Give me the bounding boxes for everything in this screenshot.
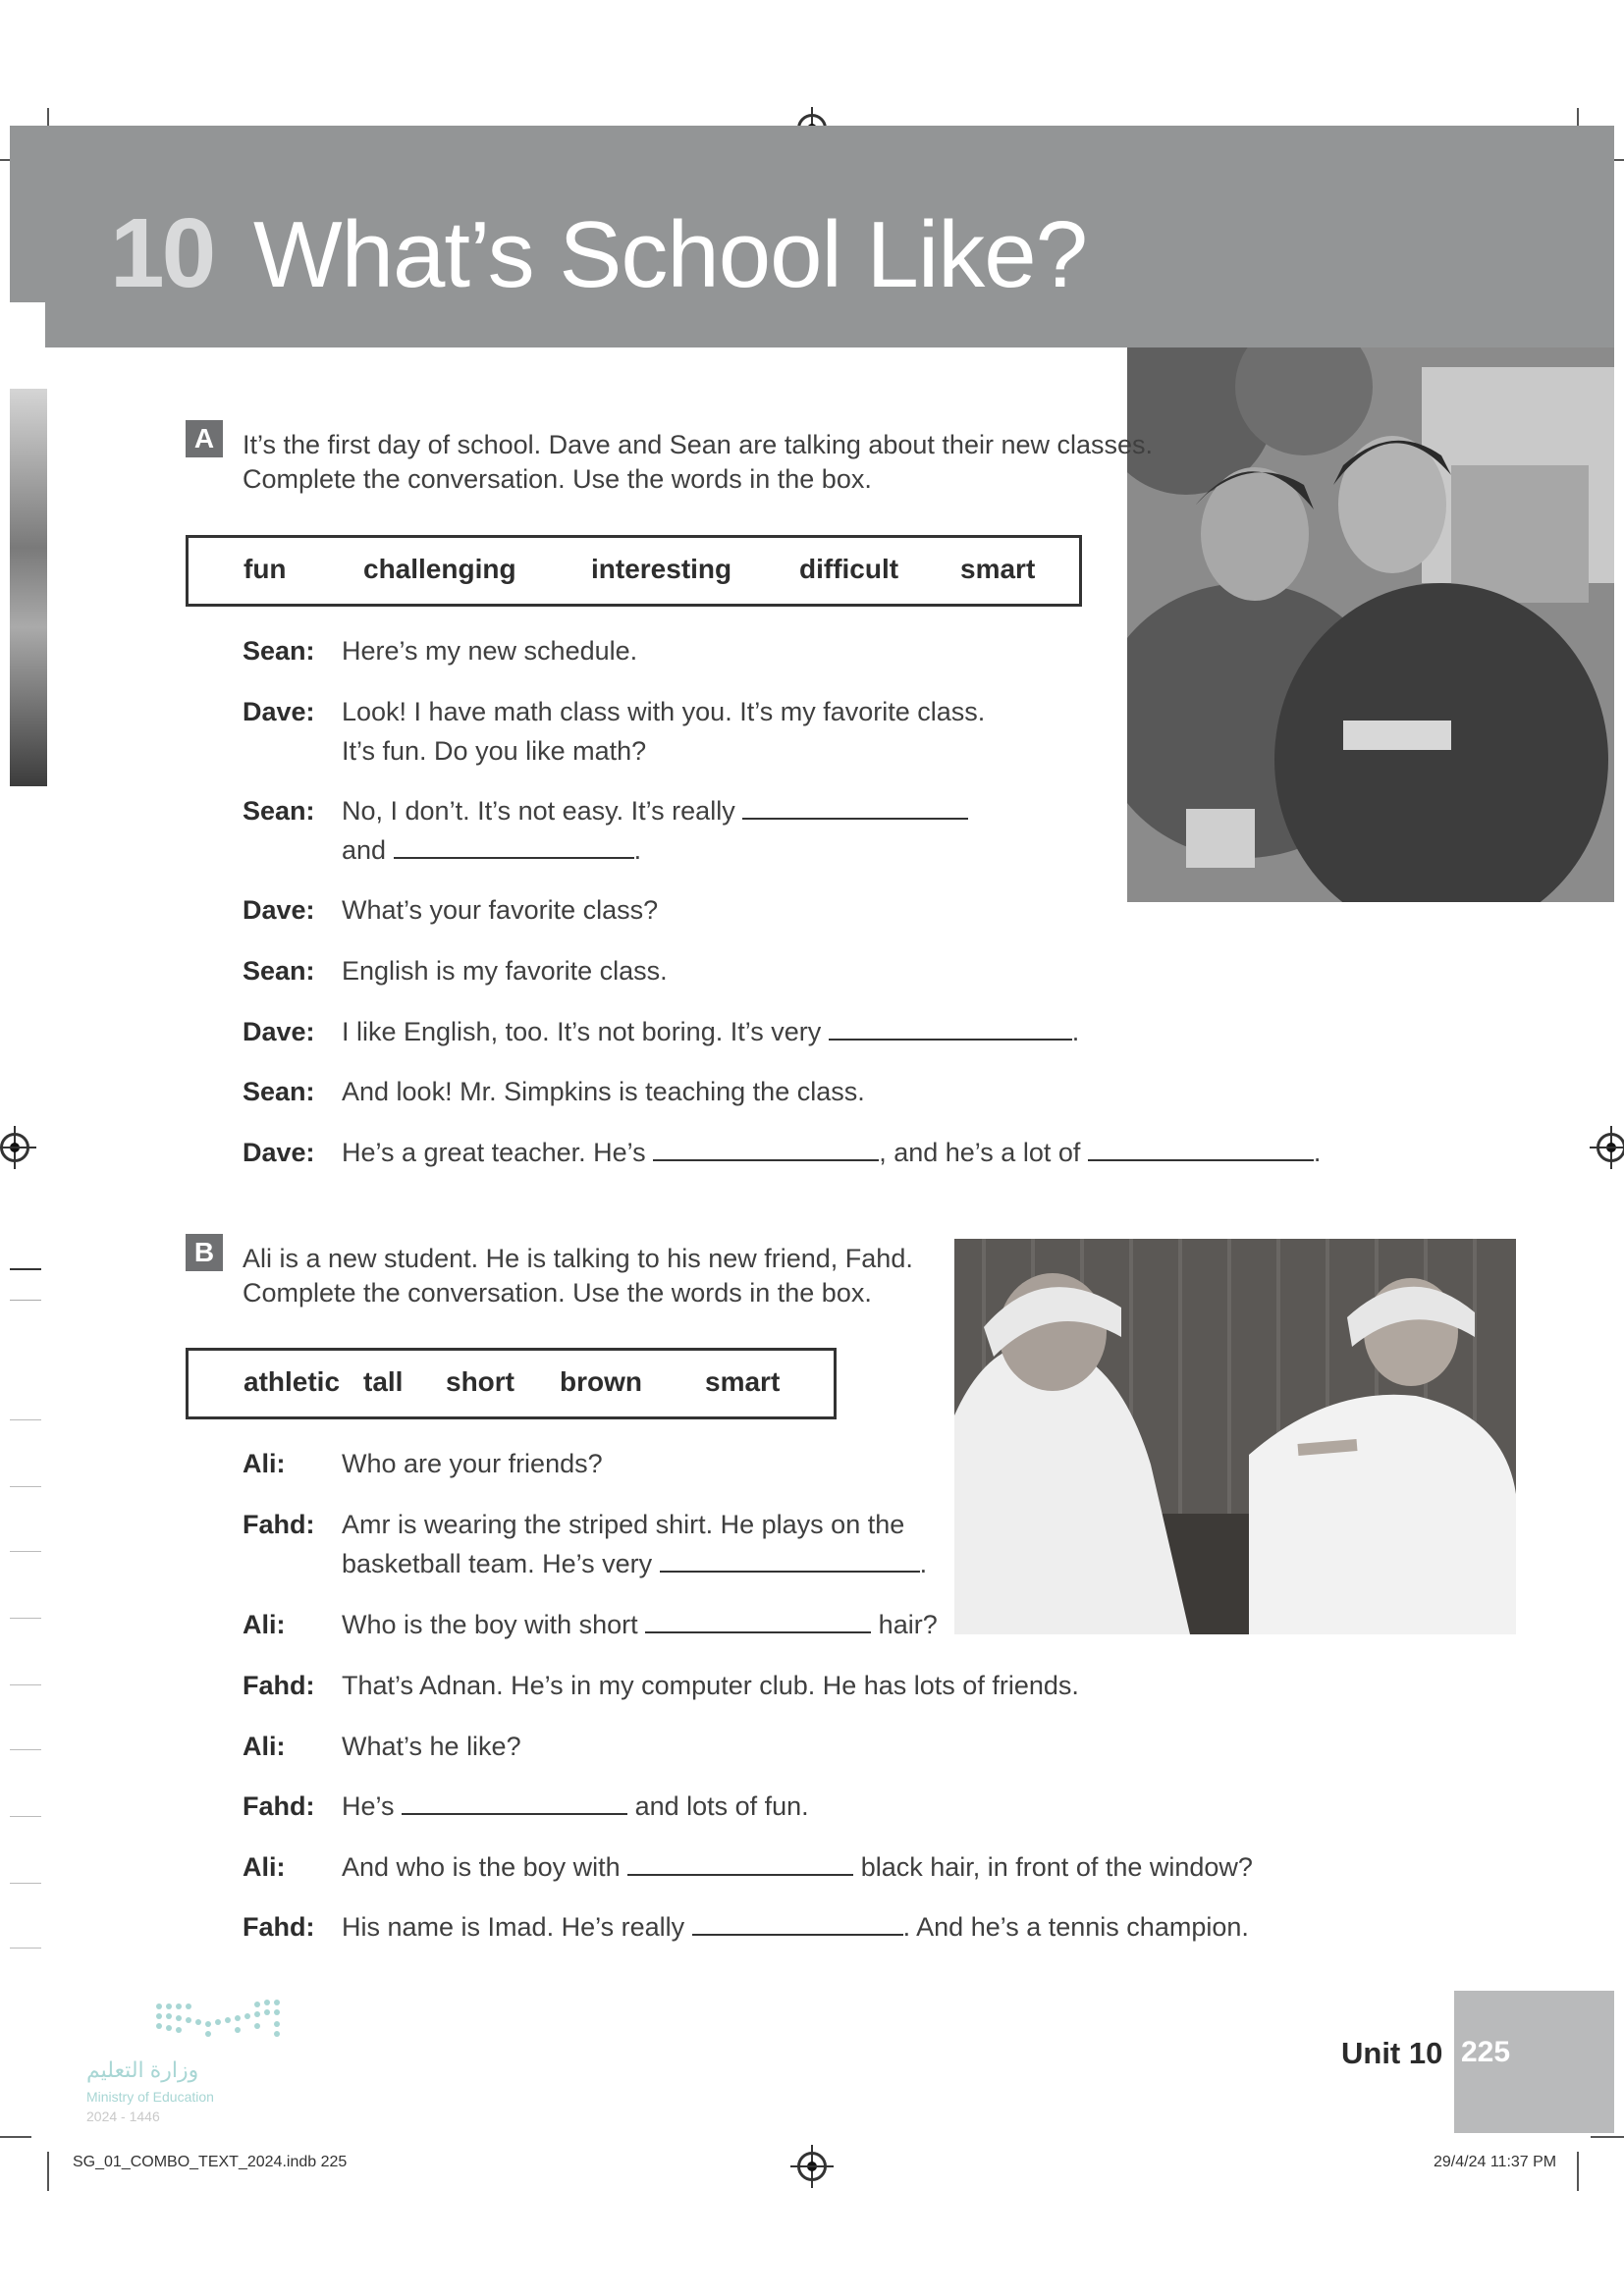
speaker-label: Dave: (243, 895, 315, 925)
page-number: 225 (1461, 2036, 1511, 2068)
word-box-item: fun (244, 554, 287, 584)
speaker-label: Sean: (243, 796, 315, 826)
margin-tick (10, 1268, 41, 1270)
speaker-label: Fahd: (243, 1510, 315, 1539)
word-box-item: challenging (363, 554, 516, 584)
unit-number: 10 (110, 198, 214, 308)
dialogue-line (342, 830, 641, 870)
speaker-label: Fahd: (243, 1912, 315, 1942)
dialogue-text: hair? (878, 1610, 938, 1639)
speaker-label: Dave: (243, 1017, 315, 1046)
crop-mark (1577, 2152, 1579, 2191)
dialogue-line: And look! Mr. Simpkins is teaching the class. (342, 1077, 865, 1106)
margin-tick (10, 1684, 41, 1685)
margin-tick (10, 1816, 41, 1817)
word-box-item: smart (960, 554, 1036, 584)
dialogue-text: Who is the boy with short (342, 1610, 638, 1639)
dialogue-line: Here’s my new schedule. (342, 636, 638, 666)
speaker-label: Ali: (243, 1732, 286, 1761)
speaker-label: Fahd: (243, 1791, 315, 1821)
dialogue-line (342, 1787, 809, 1826)
answer-blank[interactable] (627, 1848, 853, 1876)
dialogue-line: That’s Adnan. He’s in my computer club. He has lots of friends. (342, 1671, 1079, 1700)
dialogue-text: . (1071, 1017, 1080, 1046)
word-box-item: short (446, 1366, 514, 1397)
answer-blank[interactable] (742, 792, 968, 820)
dialogue-line (342, 1847, 1253, 1887)
dialogue-text: He’s a great teacher. He’s (342, 1138, 646, 1167)
crop-mark (47, 2152, 49, 2191)
dialogue-line: Amr is wearing the striped shirt. He plays on the (342, 1510, 905, 1539)
section-a-word-box (186, 535, 1082, 607)
dialogue-line (342, 1907, 1249, 1947)
speaker-label: Ali: (243, 1852, 286, 1882)
answer-blank[interactable] (829, 1013, 1072, 1041)
margin-tick (10, 1419, 41, 1420)
word-box-item: interesting (591, 554, 732, 584)
word-box-item: tall (363, 1366, 404, 1397)
section-a-instruction-2: Complete the conversation. Use the words in the box. (243, 464, 872, 494)
crop-mark (0, 2136, 31, 2138)
word-box-item: athletic (244, 1366, 341, 1397)
dialogue-line: It’s fun. Do you like math? (342, 736, 647, 766)
section-b-label: B (186, 1234, 223, 1271)
dialogue-line (342, 1133, 1321, 1172)
print-file-info: SG_01_COMBO_TEXT_2024.indb 225 (73, 2154, 348, 2170)
speaker-label: Sean: (243, 636, 315, 666)
dialogue-text: basketball team. He’s very (342, 1549, 653, 1578)
dialogue-line (342, 1012, 1079, 1051)
answer-blank[interactable] (692, 1908, 903, 1936)
speaker-label: Ali: (243, 1449, 286, 1478)
dialogue-line: What’s he like? (342, 1732, 521, 1761)
registration-mark-icon (1597, 1133, 1624, 1162)
answer-blank[interactable] (645, 1606, 871, 1633)
dialogue-line: Look! I have math class with you. It’s my favorite class. (342, 697, 986, 726)
dialogue-line: Who are your friends? (342, 1449, 603, 1478)
answer-blank[interactable] (660, 1545, 920, 1573)
friends-talking-photo (954, 1239, 1516, 1634)
speaker-label: Ali: (243, 1610, 286, 1639)
answer-blank[interactable] (394, 831, 634, 859)
crop-mark (1591, 2136, 1624, 2138)
word-box-item: difficult (799, 554, 899, 584)
dialogue-text: . (919, 1549, 928, 1578)
margin-tick (10, 1618, 41, 1619)
dialogue-text: He’s (342, 1791, 395, 1821)
section-b-instruction-2: Complete the conversation. Use the words in the box. (243, 1278, 872, 1308)
speaker-label: Dave: (243, 697, 315, 726)
dialogue-text: His name is Imad. He’s really (342, 1912, 685, 1942)
page-title: What’s School Like? (253, 202, 1088, 307)
section-b-instruction-1: Ali is a new student. He is talking to his new friend, Fahd. (243, 1244, 913, 1273)
speaker-label: Sean: (243, 1077, 315, 1106)
margin-tick (10, 1551, 41, 1552)
banner-notch (10, 302, 45, 347)
print-date-info: 29/4/24 11:37 PM (1434, 2154, 1557, 2170)
section-a-instruction-1: It’s the first day of school. Dave and Sean are talking about their new classes. (243, 430, 1154, 459)
dialogue-line (342, 1605, 938, 1644)
section-b-word-box (186, 1348, 837, 1419)
word-box-item: brown (560, 1366, 642, 1397)
answer-blank[interactable] (653, 1134, 879, 1161)
dialogue-text: . (633, 835, 642, 865)
dialogue-line: English is my favorite class. (342, 956, 668, 986)
dialogue-text: . (1313, 1138, 1322, 1167)
margin-tick (10, 1948, 41, 1949)
dialogue-text: I like English, too. It’s not boring. It’s very (342, 1017, 822, 1046)
speaker-label: Fahd: (243, 1671, 315, 1700)
dialogue-text: black hair, in front of the window? (860, 1852, 1253, 1882)
speaker-label: Sean: (243, 956, 315, 986)
dialogue-text: . And he’s a tennis champion. (902, 1912, 1249, 1942)
margin-tick (10, 1486, 41, 1487)
dialogue-text: And who is the boy with (342, 1852, 621, 1882)
ministry-logo-arabic: وزارة التعليم (86, 2057, 199, 2082)
dialogue-line: What’s your favorite class? (342, 895, 659, 925)
margin-tick (10, 1883, 41, 1884)
ministry-logo-year: 2024 - 1446 (86, 2109, 160, 2124)
dialogue-line (342, 1544, 927, 1583)
answer-blank[interactable] (402, 1788, 627, 1815)
dialogue-text: and (342, 835, 387, 865)
registration-mark-icon (797, 2152, 827, 2181)
word-box-item: smart (705, 1366, 781, 1397)
section-a-label: A (186, 420, 223, 457)
margin-tick (10, 1749, 41, 1750)
margin-tick (10, 1300, 41, 1301)
ministry-logo-english: Ministry of Education (86, 2089, 214, 2105)
unit-label: Unit 10 (1341, 2036, 1443, 2070)
registration-mark-icon (0, 1133, 29, 1162)
dialogue-text: and lots of fun. (634, 1791, 809, 1821)
dialogue-text: No, I don’t. It’s not easy. It’s really (342, 796, 735, 826)
students-photo (1127, 347, 1614, 902)
dialogue-text: , and he’s a lot of (879, 1138, 1081, 1167)
speaker-label: Dave: (243, 1138, 315, 1167)
left-edge-photo (10, 389, 47, 786)
dialogue-line (342, 791, 968, 830)
answer-blank[interactable] (1088, 1134, 1314, 1161)
